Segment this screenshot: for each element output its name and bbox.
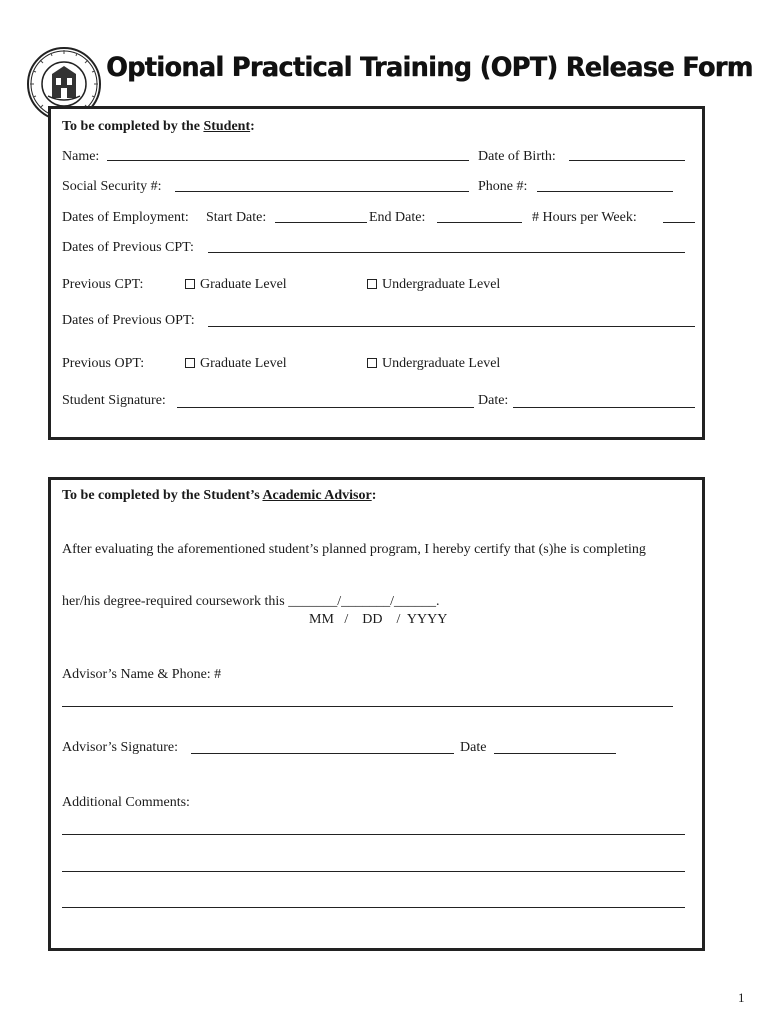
end-date-field[interactable] xyxy=(437,222,522,223)
advisor-section-heading: To be completed by the Student’s Academic Advisor: xyxy=(62,488,377,503)
social-security-field[interactable] xyxy=(175,191,469,192)
checkbox-icon[interactable] xyxy=(185,358,195,368)
previous-opt-graduate-option[interactable]: Graduate Level xyxy=(185,356,287,372)
phone-label: Phone #: xyxy=(478,179,528,194)
date-of-birth-field[interactable] xyxy=(569,160,685,161)
comments-line-3[interactable] xyxy=(62,907,685,908)
additional-comments-label: Additional Comments: xyxy=(62,795,190,810)
advisor-date-label: Date xyxy=(460,740,487,755)
date-of-birth-label: Date of Birth: xyxy=(478,149,556,164)
previous-cpt-graduate-option[interactable]: Graduate Level xyxy=(185,277,287,293)
dates-of-previous-opt-field[interactable] xyxy=(208,326,695,327)
dates-of-previous-opt-label: Dates of Previous OPT: xyxy=(62,313,195,328)
student-section-heading: To be completed by the Student: xyxy=(62,119,255,134)
student-date-label: Date: xyxy=(478,393,509,408)
page-number: 1 xyxy=(738,990,745,1005)
checkbox-icon[interactable] xyxy=(367,279,377,289)
start-date-label: Start Date: xyxy=(206,210,267,225)
social-security-label: Social Security #: xyxy=(62,179,162,194)
student-date-field[interactable] xyxy=(513,407,695,408)
student-signature-label: Student Signature: xyxy=(62,393,166,408)
advisor-signature-field[interactable] xyxy=(191,753,454,754)
previous-cpt-undergraduate-option[interactable]: Undergraduate Level xyxy=(367,277,500,293)
previous-opt-undergraduate-option[interactable]: Undergraduate Level xyxy=(367,356,500,372)
dates-of-previous-cpt-field[interactable] xyxy=(208,252,685,253)
dates-of-previous-cpt-label: Dates of Previous CPT: xyxy=(62,240,194,255)
hours-per-week-label: # Hours per Week: xyxy=(532,210,637,225)
student-signature-field[interactable] xyxy=(177,407,474,408)
end-date-label: End Date: xyxy=(369,210,426,225)
advisor-name-phone-label: Advisor’s Name & Phone: # xyxy=(62,667,222,682)
previous-cpt-label: Previous CPT: xyxy=(62,277,144,292)
start-date-field[interactable] xyxy=(275,222,367,223)
checkbox-icon[interactable] xyxy=(367,358,377,368)
comments-line-1[interactable] xyxy=(62,834,685,835)
comments-line-2[interactable] xyxy=(62,871,685,872)
previous-opt-label: Previous OPT: xyxy=(62,356,145,371)
form-title: Optional Practical Training (OPT) Release Form xyxy=(106,52,753,83)
dates-of-employment-label: Dates of Employment: xyxy=(62,210,189,225)
hours-per-week-field[interactable] xyxy=(663,222,695,223)
name-field[interactable] xyxy=(107,160,469,161)
student-section xyxy=(48,106,705,440)
name-label: Name: xyxy=(62,149,100,164)
date-format-hint: MM / DD / YYYY xyxy=(309,612,448,627)
advisor-date-field[interactable] xyxy=(494,753,616,754)
certify-statement: After evaluating the aforementioned student’s planned program, I hereby certify that (s)he is completing xyxy=(62,542,646,557)
phone-field[interactable] xyxy=(537,191,673,192)
checkbox-icon[interactable] xyxy=(185,279,195,289)
coursework-date-statement[interactable]: her/his degree-required coursework this _______/_______/______. xyxy=(62,594,440,609)
advisor-signature-label: Advisor’s Signature: xyxy=(62,740,179,755)
advisor-name-phone-field[interactable] xyxy=(62,706,673,707)
